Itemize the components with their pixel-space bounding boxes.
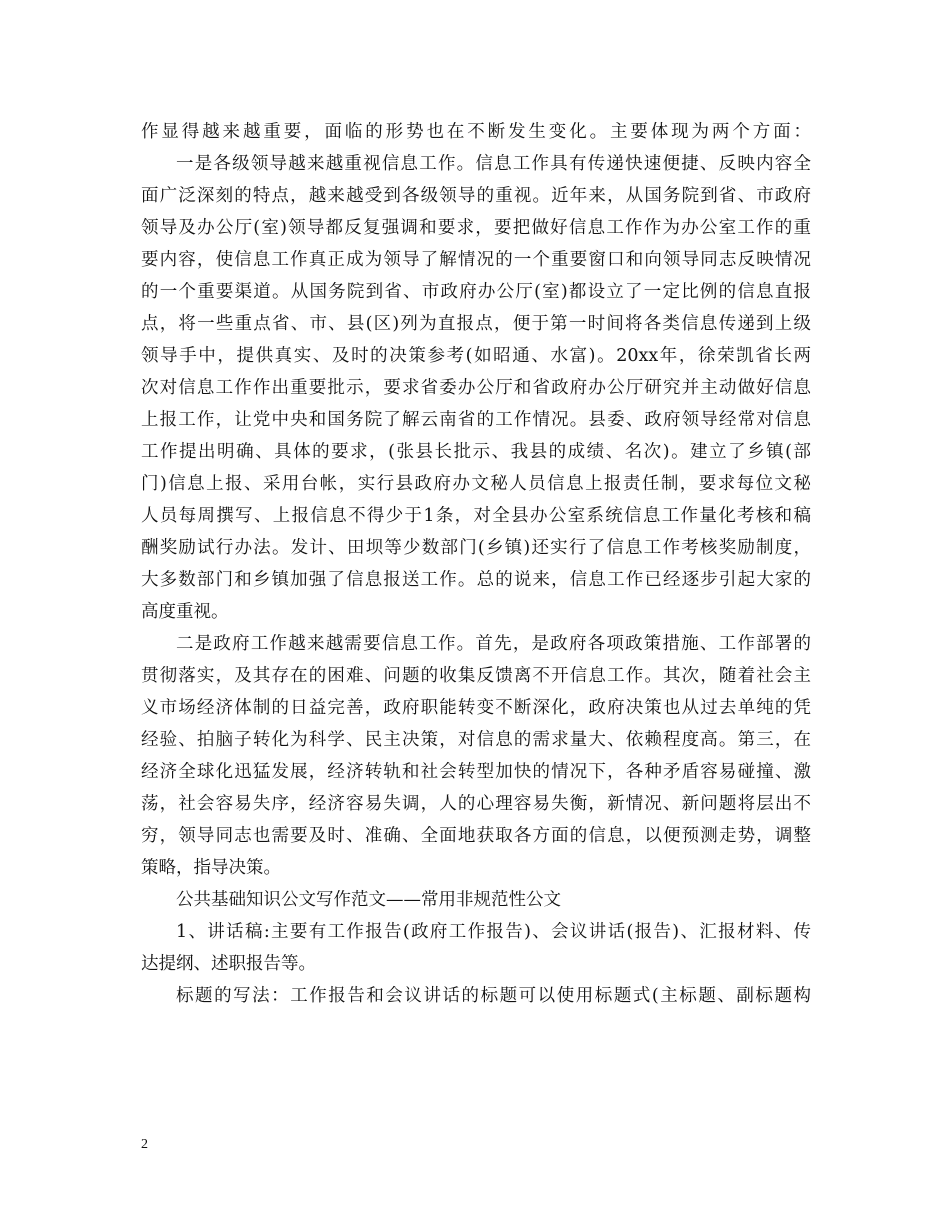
text-line: 点，将一些重点省、市、县(区)列为直报点，便于第一时间将各类信息传递到上级 [141, 314, 811, 334]
text-line: 贯彻落实，及其存在的困难、问题的收集反馈离不开信息工作。其次，随着社会主 [141, 666, 811, 686]
text-line: 领导及办公厅(室)领导都反复强调和要求，要把做好信息工作作为办公室工作的重 [141, 218, 811, 238]
text-line: 上报工作，让党中央和国务院了解云南省的工作情况。县委、政府领导经常对信息 [141, 410, 811, 430]
text-line: 高度重视。 [141, 602, 229, 622]
text-line: 经济全球化迅猛发展，经济转轨和社会转型加快的情况下，各种矛盾容易碰撞、激 [141, 762, 811, 782]
text-line: 一是各级领导越来越重视信息工作。信息工作具有传递快速便捷、反映内容全 [176, 154, 811, 174]
text-line: 策略，指导决策。 [141, 858, 281, 878]
text-line: 大多数部门和乡镇加强了信息报送工作。总的说来，信息工作已经逐步引起大家的 [141, 570, 811, 590]
text-line: 要内容，使信息工作真正成为领导了解情况的一个重要窗口和向领导同志反映情况 [141, 250, 811, 270]
text-line: 义市场经济体制的日益完善，政府职能转变不断深化，政府决策也从过去单纯的凭 [141, 698, 811, 718]
text-line: 荡，社会容易失序，经济容易失调，人的心理容易失衡，新情况、新问题将层出不 [141, 794, 811, 814]
text-line: 达提纲、述职报告等。 [141, 954, 316, 974]
text-line: 1、讲话稿:主要有工作报告(政府工作报告)、会议讲话(报告)、汇报材料、传 [176, 922, 811, 942]
text-line: 领导手中，提供真实、及时的决策参考(如昭通、水富)。20xx年，徐荣凯省长两 [141, 346, 811, 366]
text-line: 标题的写法：工作报告和会议讲话的标题可以使用标题式(主标题、副标题构 [176, 986, 811, 1006]
text-line: 的一个重要渠道。从国务院到省、市政府办公厅(室)都设立了一定比例的信息直报 [141, 282, 811, 302]
text-line: 面广泛深刻的特点，越来越受到各级领导的重视。近年来，从国务院到省、市政府 [141, 186, 811, 206]
text-line: 酬奖励试行办法。发计、田坝等少数部门(乡镇)还实行了信息工作考核奖励制度， [141, 538, 811, 558]
text-line: 次对信息工作作出重要批示，要求省委办公厅和省政府办公厅研究并主动做好信息 [141, 378, 811, 398]
text-line: 作显得越来越重要，面临的形势也在不断发生变化。主要体现为两个方面： [141, 122, 811, 142]
text-line: 人员每周撰写、上报信息不得少于1条，对全县办公室系统信息工作量化考核和稿 [141, 506, 811, 526]
text-line: 二是政府工作越来越需要信息工作。首先，是政府各项政策措施、工作部署的 [176, 634, 811, 654]
text-line: 门)信息上报、采用台帐，实行县政府办文秘人员信息上报责任制，要求每位文秘 [141, 474, 811, 494]
section-heading: 公共基础知识公文写作范文——常用非规范性公文 [176, 890, 561, 910]
body-text [141, 116, 811, 1012]
text-line: 穷，领导同志也需要及时、准确、全面地获取各方面的信息，以便预测走势，调整 [141, 826, 811, 846]
page-number: 2 [141, 1137, 148, 1152]
text-line: 工作提出明确、具体的要求，(张县长批示、我县的成绩、名次)。建立了乡镇(部 [141, 442, 811, 462]
text-line: 经验、拍脑子转化为科学、民主决策，对信息的需求量大、依赖程度高。第三，在 [141, 730, 811, 750]
